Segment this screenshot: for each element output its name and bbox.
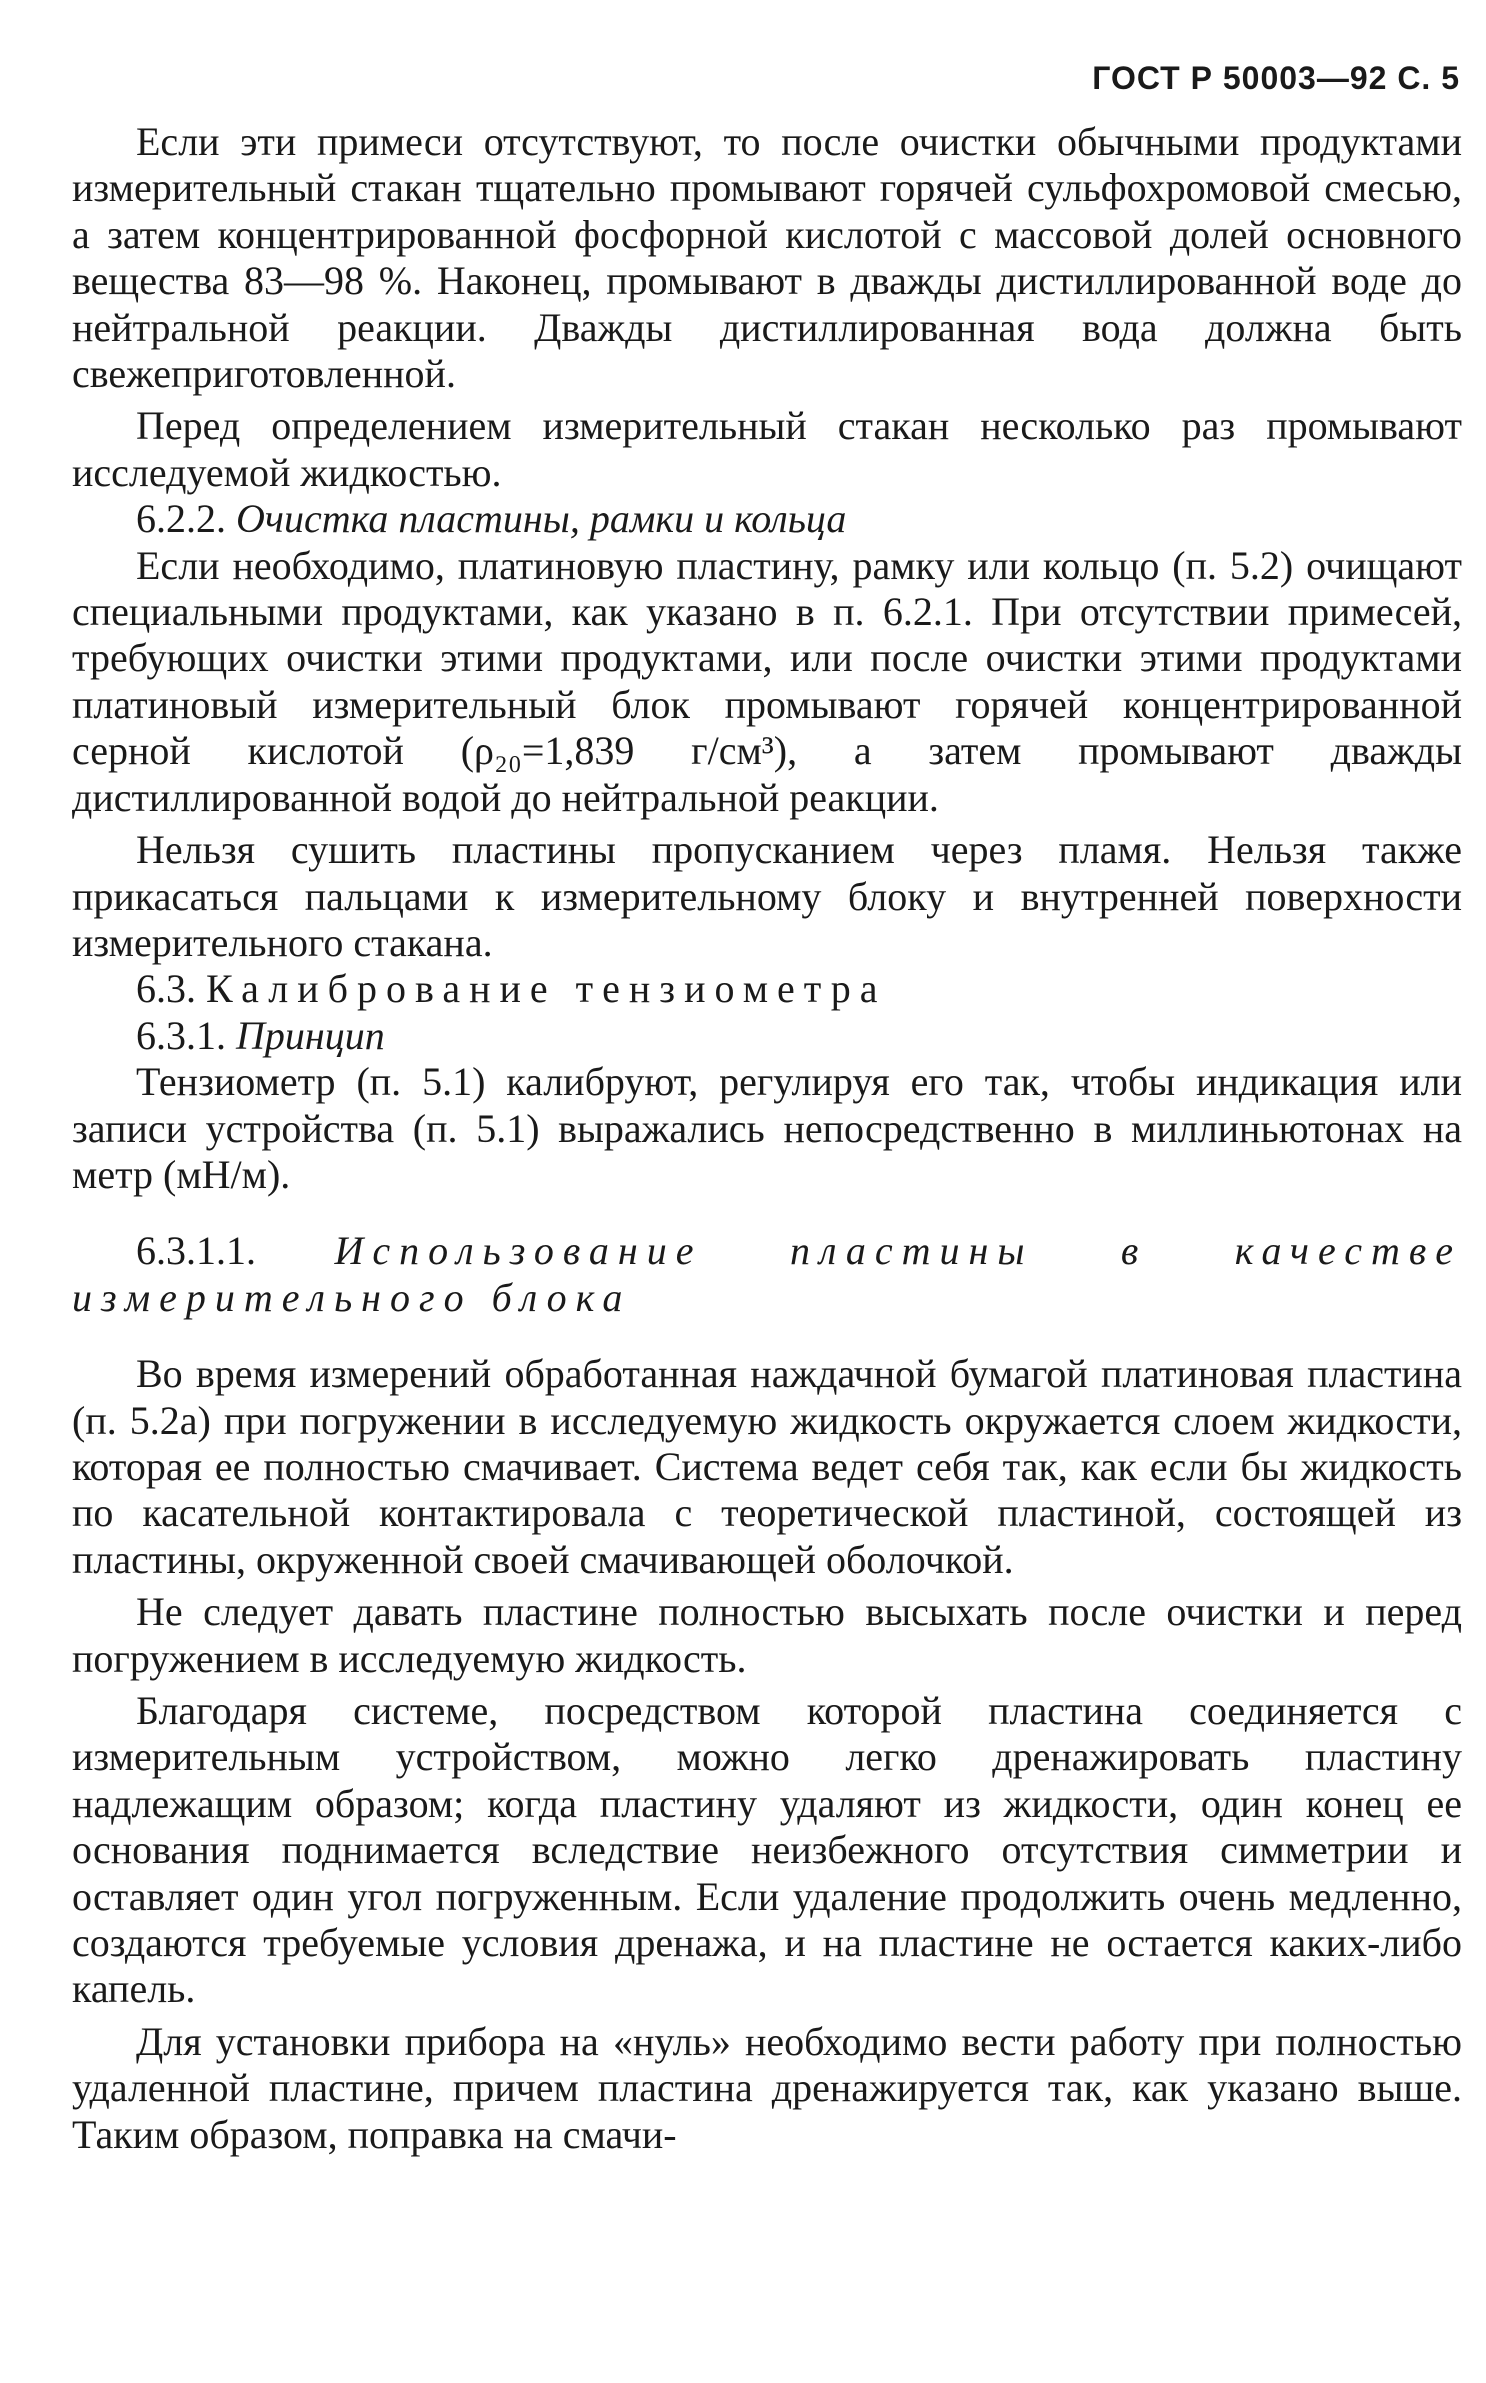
paragraph-no-drying: Не следует давать пластине полностью высыхать после очистки и перед погружением в исследуемую жидкость. — [72, 1589, 1462, 1681]
section-number: 6.2.2. — [136, 496, 226, 542]
section-number: 6.3.1.1. — [136, 1228, 256, 1274]
paragraph-calibration-principle: Тензиометр (п. 5.1) калибруют, регулируя его так, чтобы индикация или записи устройства (п. 5.1) выражались непосредственно в миллиньютонах на метр (мН/м). — [72, 1059, 1462, 1197]
section-number: 6.3.1. — [136, 1012, 226, 1058]
section-number: 6.3. — [136, 966, 196, 1012]
paragraph-rinse-procedure: Если эти примеси отсутствуют, то после очистки обычными продуктами измерительный стакан тщательно промывают горячей сульфохромовой смесью, а затем концентрированной фосфорной кислотой с массовой долей основного вещества 83—98 %. Наконец, промывают в дважды дистиллированной воде до нейтральной реакции. Дважды дистиллированная вода должна быть свежеприготовленной. — [72, 119, 1462, 397]
paragraph-zero-setting: Для установки прибора на «нуль» необходимо вести работу при полностью удаленной пластине, причем пластина дренажируется так, как указано выше. Таким образом, поправка на смачи- — [72, 2018, 1462, 2157]
section-6-3-1-heading — [72, 1013, 1462, 1059]
section-title: Очистка пластины, рамки и кольца — [236, 496, 847, 542]
section-title: Калибрование тензиометра — [206, 966, 887, 1012]
paragraph-plate-cleaning: Если необходимо, платиновую пластину, рамку или кольцо (п. 5.2) очищают специальными продуктами, как указано в п. 6.2.1. При отсутствии примесей, требующих очистки этими продуктами, или после очистки этими продуктами платиновый измерительный блок промывают горячей концентрированной серной кислотой (ρ₂₀=1,839 г/см³), а затем промывают дважды дистиллированной водой до нейтральной реакции. — [72, 542, 1462, 820]
section-title: Использование пластины в качестве измерительного блока — [72, 1228, 1462, 1320]
paragraph-plate-wetting: Во время измерений обработанная наждачной бумагой платиновая пластина (п. 5.2а) при погружении в исследуемую жидкость окружается слоем жидкости, которая ее полностью смачивает. Система ведет себя так, как если бы жидкость по касательной контактировала с теоретической пластиной, состоящей из пластины, окруженной своей смачивающей оболочкой. — [72, 1351, 1462, 1582]
document-page — [72, 60, 1462, 2158]
paragraph-drainage: Благодаря системе, посредством которой пластина соединяется с измерительным устройством, можно легко дренажировать пластину надлежащим образом; когда пластину удаляют из жидкости, один конец ее основания поднимается вследствие неизбежного отсутствия симметрии и оставляет один угол погруженным. Если удаление продолжить очень медленно, создаются требуемые условия дренажа, и на пластине не остается каких-либо капель. — [72, 1688, 1462, 2012]
paragraph-prerinse: Перед определением измерительный стакан несколько раз промывают исследуемой жидкостью. — [72, 403, 1462, 495]
section-6-2-2-heading — [72, 496, 1462, 542]
paragraph-drying-warning: Нельзя сушить пластины пропусканием через пламя. Нельзя также прикасаться пальцами к измерительному блоку и внутренней поверхности измерительного стакана. — [72, 827, 1462, 965]
section-6-3-heading — [72, 966, 1462, 1012]
page-header: ГОСТ Р 50003—92 С. 5 — [1092, 60, 1460, 96]
section-6-3-1-1-heading — [72, 1228, 1462, 1321]
section-title: Принцип — [236, 1012, 385, 1058]
